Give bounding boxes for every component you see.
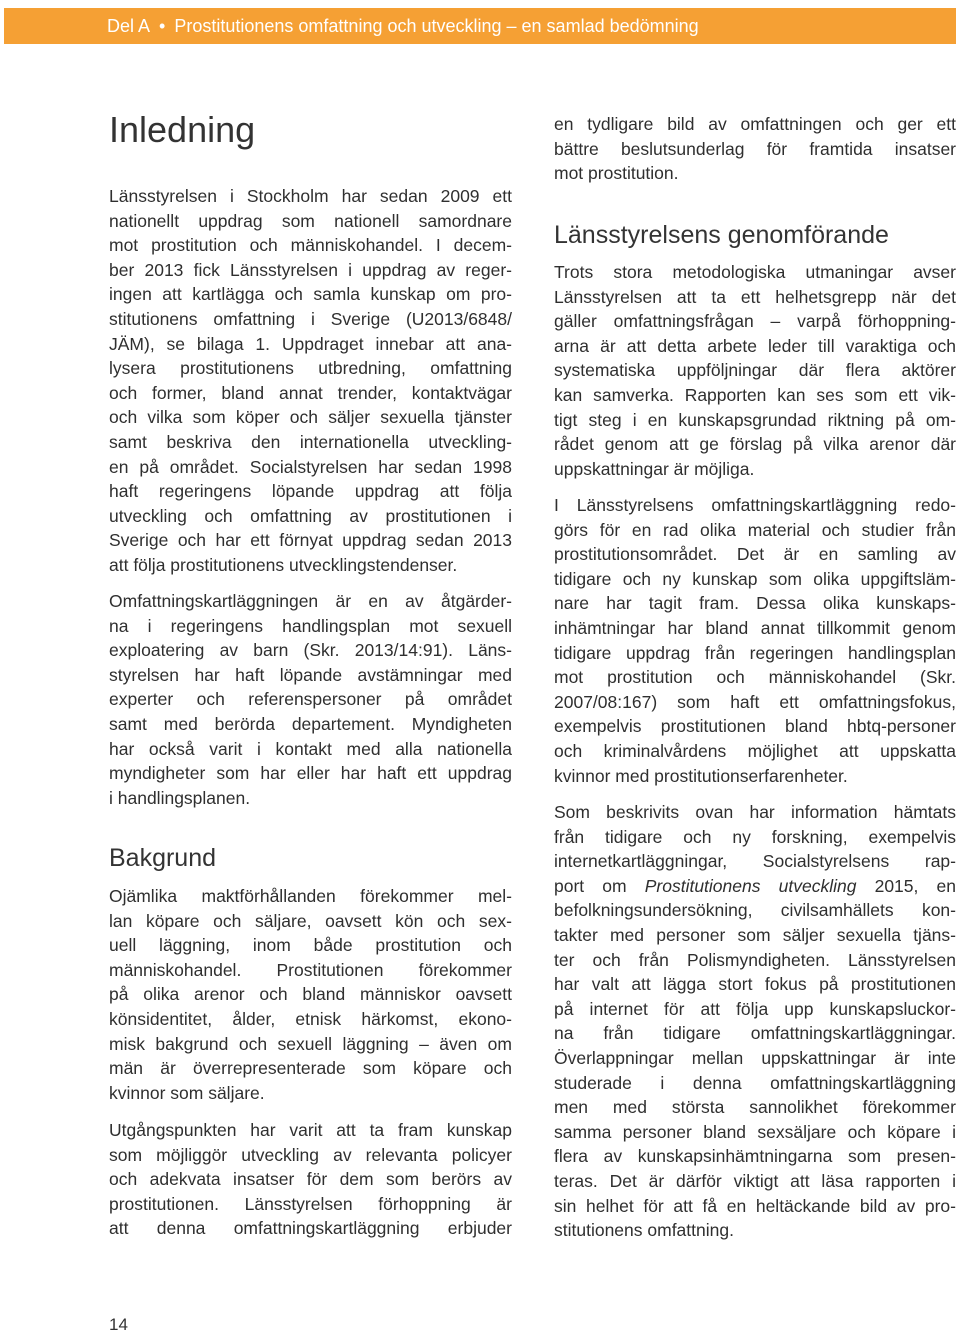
paragraph <box>554 493 956 788</box>
text-line: stitutionens omfattning i Sverige (U2013/6848/ <box>109 308 512 329</box>
text-line: sin helhet för att få en heltäckande bild av pro- <box>554 1195 956 1216</box>
text-line: Ojämlika maktförhållanden förekommer mel- <box>109 886 512 906</box>
text-line: utveckling och omfattning av prostitutionen i <box>109 505 512 526</box>
text-line: I Länsstyrelsens omfattningskartläggning redo- <box>554 495 956 515</box>
text-line: mot prostitution och människohandel (Skr. <box>554 667 956 688</box>
section-heading-bakgrund: Bakgrund <box>109 844 217 872</box>
text-line: takter med personer som säljer sexuella tjäns- <box>554 924 956 945</box>
text-line: har valt att lägga stort fokus på prostitutionen <box>554 974 956 995</box>
text-line: att denna omfattningskartläggning erbjuder <box>109 1218 512 1239</box>
text-line: och adekvata insatser för dem som berörs av <box>109 1169 512 1190</box>
text-line: studerade i denna omfattningskartläggning <box>554 1072 956 1093</box>
text-line: inhämtningar har bland annat tillkommit genom <box>554 617 956 638</box>
chapter-title: Prostitutionens omfattning och utveckling – en samlad bedömning <box>174 16 699 36</box>
text-line: människohandel. Prostitutionen förekommer <box>109 959 512 980</box>
text-line: haft regeringens löpande uppdrag att följa <box>109 481 512 502</box>
text-line: samt beskriva den internationella utveckling- <box>109 431 512 452</box>
text-line: samma personer bland sexsäljare och köpare i <box>554 1121 956 1142</box>
text-line: internetkartläggningar, Socialstyrelsens rap- <box>554 851 956 872</box>
text-line: stitutionens omfattning. <box>554 1220 734 1241</box>
text-line: tigt steg i en kunskapsgrundad riktning på om- <box>554 409 956 430</box>
text-segment: port om <box>554 875 645 896</box>
text-line: ber 2013 fick Länsstyrelsen i uppdrag av reger- <box>109 259 512 280</box>
text-line: och kriminalvårdens möjlighet att uppskatta <box>554 740 956 761</box>
text-line: och vilka som köper och säljer sexuella tjänster <box>109 407 512 428</box>
text-line: ter och från Polismyndigheten. Länsstyrelsen <box>554 949 956 970</box>
text-line: att följa prostitutionens utvecklingstendenser. <box>109 554 458 575</box>
text-line: Länsstyrelsen i Stockholm har sedan 2009 ett <box>109 186 512 206</box>
text-line: exempelvis prostitutionen bland hbtq-personer <box>554 716 956 737</box>
text-segment: 2015, en <box>856 875 956 896</box>
text-line: Länsstyrelsen att ta ett helhetsgrepp när det <box>554 286 956 307</box>
text-line: myndigheter som har eller har haft ett uppdrag <box>109 763 512 784</box>
text-line: uell läggning, inom både prostitution och <box>109 935 512 956</box>
text-line: na från tidigare omfattningskartläggningar. <box>554 1023 956 1044</box>
text-line: Omfattningskartläggningen är en av åtgärder- <box>109 591 512 611</box>
text-line: rådet genom att ge förslag på vilka arenor där <box>554 434 956 455</box>
text-line: har också varit i kontakt med alla nationella <box>109 738 512 759</box>
text-line: prostitutionen. Länsstyrelsen förhoppning är <box>109 1193 512 1214</box>
text-line: arna är att detta arbete leder till varaktiga och <box>554 335 956 356</box>
left-column <box>109 0 512 1334</box>
paragraph-continued <box>554 112 956 186</box>
text-line: prostitutionsområdet. Det är en samling av <box>554 544 956 565</box>
paragraph <box>109 1118 512 1241</box>
paragraph <box>554 260 956 481</box>
text-line: flera av kunskapsinhämtningarna som presen- <box>554 1146 956 1167</box>
report-title-italic: Prostitutionens utveckling <box>644 875 857 896</box>
text-line: kvinnor med prostitutionserfarenheter. <box>554 765 848 786</box>
text-line: mot prostitution. <box>554 163 679 184</box>
text-line: en på området. Socialstyrelsen har sedan 1998 <box>109 456 512 477</box>
text-line: JÄM), se bilaga 1. Uppdraget innebar att ana- <box>109 333 512 354</box>
text-line: bättre beslutsunderlag för framtida insatser <box>554 138 956 159</box>
text-line: mot prostitution och människohandel. I decem- <box>109 235 512 256</box>
section-label: Del A <box>107 16 151 36</box>
text-line: Utgångspunkten har varit att ta fram kunskap <box>109 1120 512 1140</box>
text-line: könsidentitet, ålder, etnisk härkomst, ekono- <box>109 1008 512 1029</box>
text-line: men med största sannolikhet förekommer <box>554 1097 956 1118</box>
text-line: Som beskrivits ovan har information hämtats <box>554 802 956 822</box>
text-line: lan köpare och säljare, oavsett kön och sex- <box>109 910 512 931</box>
text-line: teras. Det är därför viktigt att läsa rapporten i <box>554 1170 956 1191</box>
bullet-separator: • <box>159 16 166 36</box>
text-line: på olika arenor och bland människor oavsett <box>109 984 512 1005</box>
text-line: experter och referenspersoner på området <box>109 689 512 710</box>
text-line <box>554 874 956 899</box>
section-heading-inledning: Inledning <box>109 109 256 150</box>
page-number: 14 <box>109 1315 128 1334</box>
text-line: nationellt uppdrag som nationell samordnare <box>109 210 512 231</box>
paragraph <box>109 589 512 810</box>
text-line: tidigare uppdrag från regeringen handlingsplan <box>554 642 956 663</box>
text-line: 2007/08:167) som haft ett omfattningsfokus, <box>554 691 956 712</box>
text-line: från tidigare och ny forskning, exempelvis <box>554 826 956 847</box>
text-line: en tydligare bild av omfattningen och ger ett <box>554 114 956 134</box>
text-line: Överlappningar mellan uppskattningar är inte <box>554 1047 956 1068</box>
text-line: som möjliggör utveckling av relevanta policyer <box>109 1144 512 1165</box>
text-line: nare har tagit fram. Dessa olika kunskaps- <box>554 593 956 614</box>
section-heading-genomforande: Länsstyrelsens genomförande <box>554 221 889 249</box>
text-line: misk bakgrund och sexuell läggning – även om <box>109 1033 512 1054</box>
paragraph <box>109 184 512 578</box>
text-line: tidigare och ny kunskap som olika uppgiftsläm- <box>554 568 956 589</box>
text-line: gäller omfattningsfrågan – varpå förhoppning- <box>554 311 956 332</box>
paragraph <box>109 884 512 1105</box>
text-line: styrelsen har haft löpande avstämningar med <box>109 664 512 685</box>
text-line: och former, bland annat trender, kontaktvägar <box>109 382 512 403</box>
right-column <box>554 0 956 1334</box>
text-line: Sverige och har ett förnyat uppdrag sedan 2013 <box>109 530 512 551</box>
text-line: kvinnor som säljare. <box>109 1082 265 1103</box>
text-line: systematiska uppföljningar där flera aktörer <box>554 360 956 381</box>
text-line: ingen att kartlägga och samla kunskap om pro- <box>109 284 512 305</box>
text-line: exploatering av barn (Skr. 2013/14:91). Läns- <box>109 640 512 661</box>
text-line: lysera prostitutionens utbredning, omfattning <box>109 358 512 379</box>
text-line: görs för en rad olika material och studier från <box>554 519 956 540</box>
text-line: Trots stora metodologiska utmaningar avser <box>554 262 956 282</box>
text-line: samt med berörda departement. Myndigheten <box>109 713 512 734</box>
text-line: män är överrepresenterade som köpare och <box>109 1058 512 1079</box>
text-line: kan samverka. Rapporten kan ses som ett vik- <box>554 384 956 405</box>
paragraph <box>554 800 956 1243</box>
text-line: na i regeringens handlingsplan mot sexuell <box>109 615 512 636</box>
text-line: befolkningsundersökning, civilsamhällets kon- <box>554 900 956 921</box>
text-line: i handlingsplanen. <box>109 787 251 808</box>
text-line: på internet för att följa upp kunskapsluckor- <box>554 998 956 1019</box>
text-line: uppskattningar är möjliga. <box>554 458 755 479</box>
